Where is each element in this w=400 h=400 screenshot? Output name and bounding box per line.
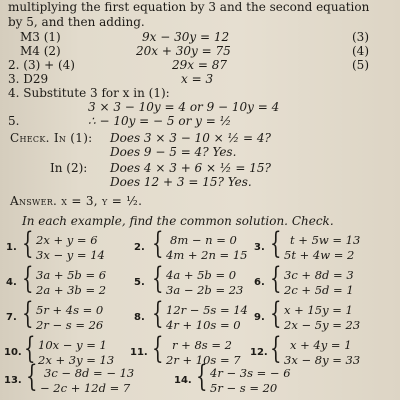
intro-line-1: multiplying the first equation by 3 and the second equation (8, 0, 370, 14)
exercise-eq-b: 2a + 3b = 2 (36, 283, 107, 297)
exercise-eq-a: 12r − 5s = 14 (166, 303, 248, 317)
left-brace: { (270, 226, 282, 261)
exercise-number: 13. (4, 375, 22, 386)
exercise-eq-a: x + 15y = 1 (284, 303, 353, 317)
step-4-line: 3 × 3 − 10y = 4 or 9 − 10y = 4 (88, 100, 280, 114)
exercise-eq-a: 5r + 4s = 0 (36, 303, 104, 317)
check-label-2: In (2): (50, 161, 88, 175)
check-question-2: Does 4 × 3 + 6 × ½ = 15? (110, 161, 271, 175)
exercise-number: 14. (174, 375, 192, 386)
exercise-number: 9. (254, 312, 265, 323)
exercise-eq-b: 3x − y = 14 (36, 248, 105, 262)
exercise-eq-a: x + 4y = 1 (290, 338, 352, 352)
step-label-4: 3. D29 (8, 72, 49, 86)
exercise-eq-a: 4r − 3s = − 6 (210, 366, 291, 380)
left-brace: { (152, 261, 164, 296)
step-ref-1: (3) (352, 30, 369, 44)
left-brace: { (152, 331, 164, 366)
left-brace: { (22, 296, 34, 331)
step-label-2: M4 (2) (20, 44, 61, 58)
exercise-eq-b: 4m + 2n = 15 (166, 248, 248, 262)
left-brace: { (270, 296, 282, 331)
left-brace: { (22, 261, 34, 296)
step-label-1: M3 (1) (20, 30, 61, 44)
exercise-number: 2. (134, 242, 145, 253)
exercise-eq-a: 3a + 5b = 6 (36, 268, 107, 282)
exercise-eq-b: 2x + 3y = 13 (38, 353, 115, 367)
step-4-label: 4. Substitute 3 for x in (1): (8, 86, 170, 100)
exercise-number: 12. (250, 347, 268, 358)
exercise-eq-b: 2c + 5d = 1 (284, 283, 354, 297)
check-answer-1: Does 9 − 5 = 4? Yes. (110, 145, 237, 159)
exercise-number: 11. (130, 347, 148, 358)
exercise-eq-b: 3a − 2b = 23 (166, 283, 244, 297)
left-brace: { (270, 331, 282, 366)
exercise-number: 5. (134, 277, 145, 288)
exercise-eq-b: 2r + 10s = 7 (166, 353, 241, 367)
step-5-line: ∴ − 10y = − 5 or y = ½ (88, 114, 232, 128)
exercise-eq-b: 5r − s = 20 (210, 381, 278, 395)
left-brace: { (26, 359, 38, 394)
exercise-number: 3. (254, 242, 265, 253)
exercise-number: 10. (4, 347, 22, 358)
exercise-eq-b: 3x − 8y = 33 (284, 353, 361, 367)
exercise-eq-b: 4r + 10s = 0 (166, 318, 241, 332)
step-equation-2: 20x + 30y = 75 (136, 44, 231, 58)
exercise-eq-a: t + 5w = 13 (290, 233, 361, 247)
step-ref-2: (4) (352, 44, 369, 58)
exercise-eq-b: 2r − s = 26 (36, 318, 104, 332)
check-answer-2: Does 12 + 3 = 15? Yes. (110, 175, 252, 189)
step-equation-4: x = 3 (181, 72, 214, 86)
intro-line-2: by 5, and then adding. (8, 15, 145, 29)
step-equation-1: 9x − 30y = 12 (142, 30, 230, 44)
exercise-number: 4. (6, 277, 17, 288)
left-brace: { (24, 331, 36, 366)
exercise-eq-a: 3c − 8d = − 13 (44, 366, 135, 380)
left-brace: { (22, 226, 34, 261)
exercise-eq-a: 4a + 5b = 0 (166, 268, 237, 282)
exercise-instruction: In each example, find the common solution. Check. (22, 214, 334, 228)
exercise-eq-a: 3c + 8d = 3 (284, 268, 354, 282)
left-brace: { (152, 296, 164, 331)
exercise-number: 6. (254, 277, 265, 288)
exercise-number: 1. (6, 242, 17, 253)
step-equation-3: 29x = 87 (172, 58, 227, 72)
exercise-eq-b: 2x − 5y = 23 (284, 318, 361, 332)
exercise-eq-b: − 2c + 12d = 7 (40, 381, 131, 395)
left-brace: { (270, 261, 282, 296)
left-brace: { (152, 226, 164, 261)
check-question-1: Does 3 × 3 − 10 × ½ = 4? (110, 131, 271, 145)
answer-line: Answer. x = 3, y = ½. (10, 194, 143, 208)
exercise-eq-a: 8m − n = 0 (170, 233, 237, 247)
step-5-label: 5. (8, 114, 20, 128)
exercise-eq-a: 10x − y = 1 (38, 338, 107, 352)
exercise-eq-a: r + 8s = 2 (172, 338, 232, 352)
check-label-1: Check. In (1): (10, 131, 93, 145)
exercise-number: 8. (134, 312, 145, 323)
step-ref-3: (5) (352, 58, 369, 72)
exercise-eq-b: 5t + 4w = 2 (284, 248, 355, 262)
left-brace: { (196, 359, 208, 394)
exercise-number: 7. (6, 312, 17, 323)
step-label-3: 2. (3) + (4) (8, 58, 75, 72)
exercise-eq-a: 2x + y = 6 (36, 233, 98, 247)
